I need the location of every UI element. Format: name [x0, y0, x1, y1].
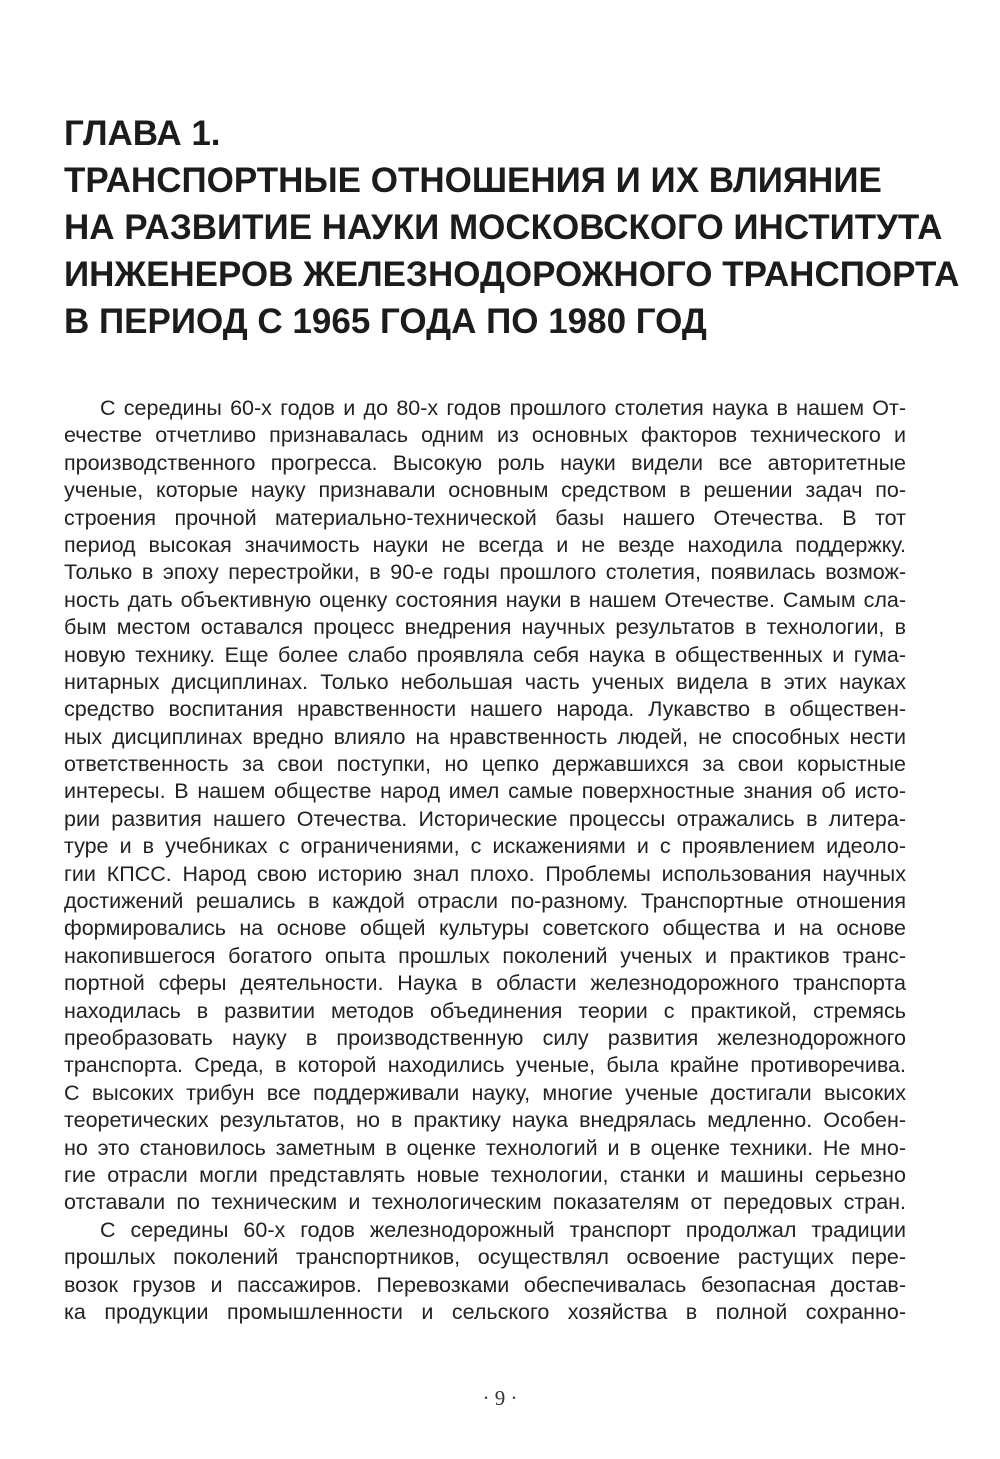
chapter-heading-line: ГЛАВА 1.	[64, 114, 221, 153]
chapter-heading-line: В ПЕРИОД С 1965 ГОДА ПО 1980 ГОД	[64, 302, 707, 341]
page-number: · 9 ·	[482, 1386, 518, 1410]
body-text	[64, 395, 906, 1326]
chapter-heading-line: ТРАНСПОРТНЫЕ ОТНОШЕНИЯ И ИХ ВЛИЯНИЕ	[64, 161, 882, 200]
text-line: преобразовать науку в производственную силу развития железнодорожного	[64, 1025, 906, 1050]
text-line: формировались на основе общей культуры советского общества и на основе	[64, 916, 906, 941]
text-line: ученые, которые науку признавали основным средством в решении задач по-	[64, 478, 906, 503]
text-line: отставали по техническим и технологическим показателям от передовых стран.	[64, 1190, 906, 1215]
text-line: ответственность за свои поступки, но цепко державшихся за свои корыстные	[64, 752, 906, 777]
text-line: портной сферы деятельности. Наука в области железнодорожного транспорта	[64, 971, 906, 996]
text-line: находилась в развитии методов объединения теории с практикой, стремясь	[64, 998, 906, 1023]
text-line: возок грузов и пассажиров. Перевозками обеспечивалась безопасная достав-	[64, 1272, 906, 1297]
text-line: нитарных дисциплинах. Только небольшая часть ученых видела в этих науках	[64, 669, 906, 694]
text-line: ка продукции промышленности и сельского хозяйства в полной сохранно-	[64, 1299, 906, 1324]
text-line: гие отрасли могли представлять новые технологии, станки и машины серьезно	[64, 1162, 906, 1187]
text-line: рии развития нашего Отечества. Исторические процессы отражались в литера-	[64, 806, 906, 831]
text-line: С высоких трибун все поддерживали науку, многие ученые достигали высоких	[64, 1080, 906, 1105]
chapter-heading-line: НА РАЗВИТИЕ НАУКИ МОСКОВСКОГО ИНСТИТУТА	[64, 208, 943, 247]
text-line: прошлых поколений транспортников, осуществлял освоение растущих пере-	[64, 1245, 906, 1270]
chapter-heading-line: ИНЖЕНЕРОВ ЖЕЛЕЗНОДОРОЖНОГО ТРАНСПОРТА	[64, 255, 960, 294]
text-line: туре и в учебниках с ограничениями, с искажениями и с проявлением идеоло-	[64, 834, 906, 859]
text-line: достижений решались в каждой отрасли по-разному. Транспортные отношения	[64, 889, 906, 914]
text-line: период высокая значимость науки не всегда и не везде находила поддержку.	[64, 532, 906, 557]
chapter-heading	[64, 110, 960, 345]
text-line: Только в эпоху перестройки, в 90-е годы прошлого столетия, появилась возмож-	[64, 560, 906, 585]
text-line: новую технику. Еще более слабо проявляла себя наука в общественных и гума-	[64, 642, 906, 667]
text-line: ечестве отчетливо признавалась одним из основных факторов технического и	[64, 423, 906, 448]
text-line: теоретических результатов, но в практику наука внедрялась медленно. Особен-	[64, 1108, 906, 1133]
text-line: ность дать объективную оценку состояния науки в нашем Отечестве. Самым сла-	[64, 587, 906, 612]
text-line: интересы. В нашем обществе народ имел самые поверхностные знания об исто-	[64, 779, 906, 804]
paragraph-2	[64, 1217, 906, 1327]
text-line: но это становилось заметным в оценке технологий и в оценке техники. Не мно-	[64, 1135, 906, 1160]
text-line: производственного прогресса. Высокую роль науки видели все авторитетные	[64, 450, 906, 475]
paragraph-1	[64, 395, 906, 1217]
text-line: накопившегося богатого опыта прошлых поколений ученых и практиков транс-	[64, 943, 906, 968]
text-line: С середины 60-х годов железнодорожный транспорт продолжал традиции	[100, 1217, 906, 1242]
text-line: средство воспитания нравственности нашего народа. Лукавство в обществен-	[64, 697, 906, 722]
text-line: бым местом оставался процесс внедрения научных результатов в технологии, в	[64, 615, 906, 640]
text-line: С середины 60-х годов и до 80-х годов прошлого столетия наука в нашем От-	[100, 396, 906, 420]
text-line: транспорта. Среда, в которой находились ученые, была крайне противоречива.	[64, 1053, 906, 1078]
text-line: гии КПСС. Народ свою историю знал плохо. Проблемы использования научных	[64, 861, 906, 886]
text-line: строения прочной материально-технической базы нашего Отечества. В тот	[64, 505, 906, 530]
text-line: ных дисциплинах вредно влияло на нравственность людей, не способных нести	[64, 724, 906, 749]
